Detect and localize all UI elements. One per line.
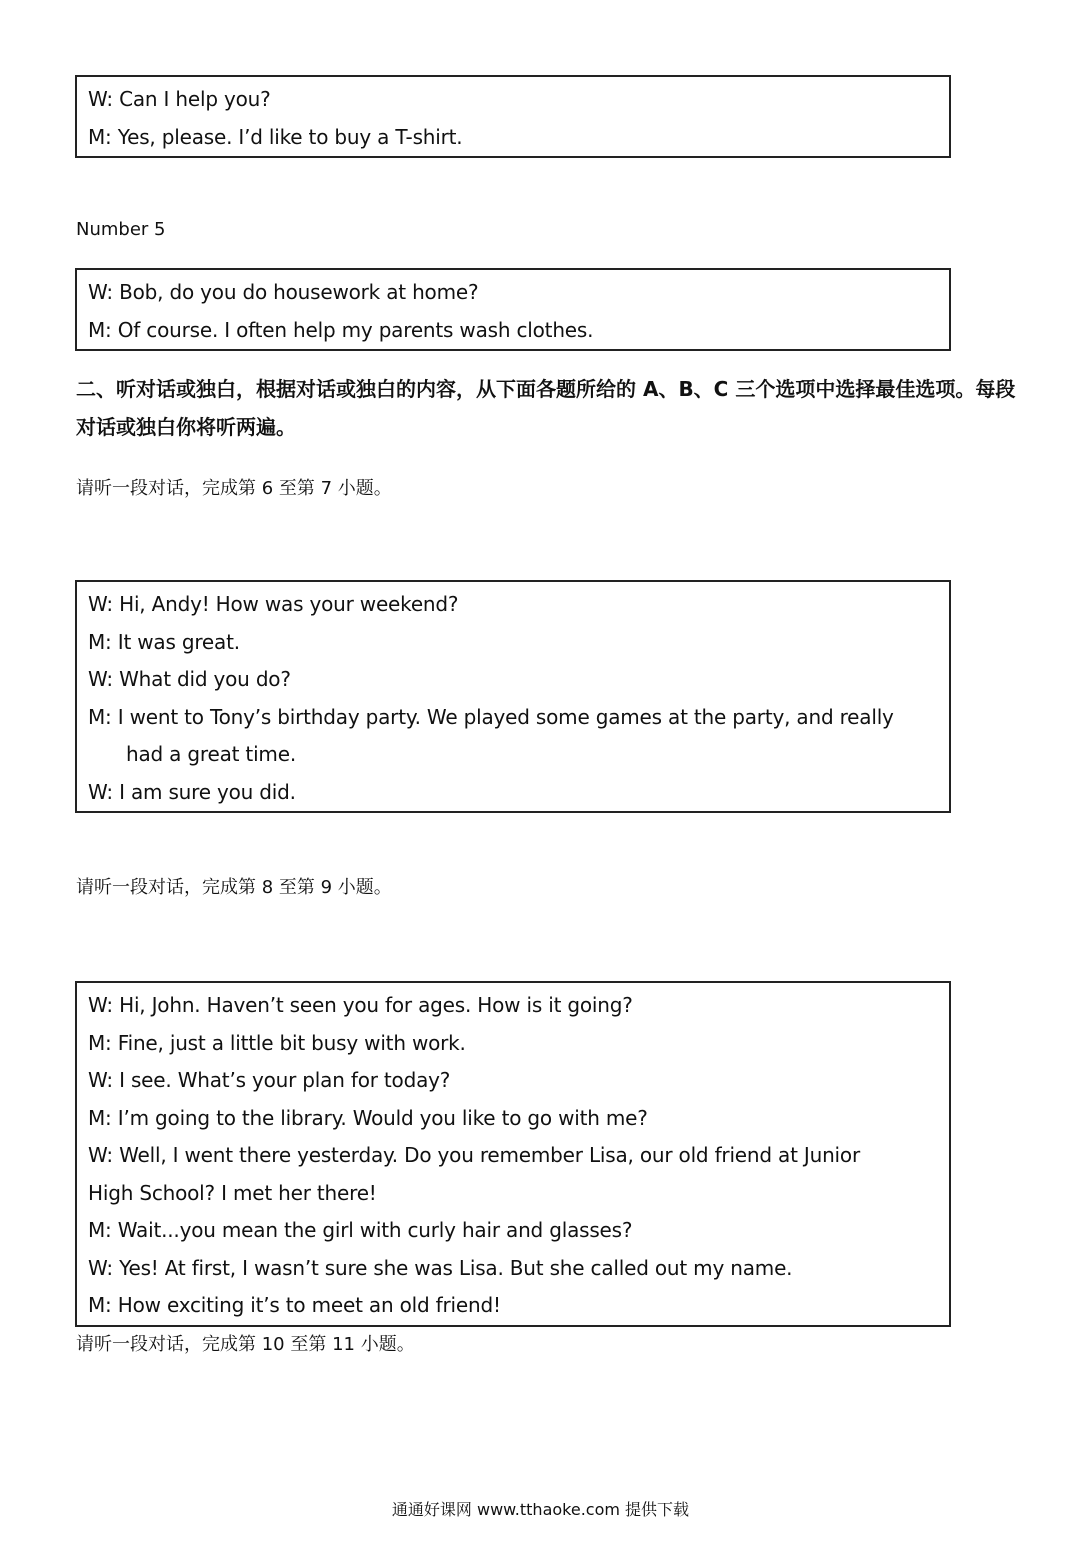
dialogue-line: M: It was great.	[88, 629, 240, 654]
number-label: Number 5	[76, 219, 166, 240]
instruction-8-9: 请听一段对话，完成第 8 至第 9 小题。	[76, 877, 392, 898]
dialogue-line: W: Yes! At first, I wasn’t sure she was Lisa. But she called out my name.	[88, 1255, 793, 1280]
dialogue-line: High School? I met her there!	[88, 1180, 377, 1205]
dialogue-line: W: Hi, Andy! How was your weekend?	[88, 592, 459, 616]
dialogue-box-4	[75, 981, 951, 1327]
dialogue-line: M: Fine, just a little bit busy with work.	[88, 1030, 466, 1055]
dialogue-box-1	[75, 75, 951, 158]
section-heading: 二、听对话或独白，根据对话或独白的内容，从下面各题所给的 A、B、C 三个选项中选择最佳选项。每段对话或独白你将听两遍。	[76, 377, 1016, 439]
footer-credit: 通通好课网 www.tthaoke.com 提供下载	[391, 1500, 690, 1519]
dialogue-line: W: What did you do?	[88, 667, 291, 691]
dialogue-line: W: Bob, do you do housework at home?	[88, 280, 479, 304]
instruction-6-7: 请听一段对话，完成第 6 至第 7 小题。	[76, 478, 392, 499]
dialogue-line: W: I am sure you did.	[88, 779, 296, 804]
dialogue-line: W: Hi, John. Haven’t seen you for ages. How is it going?	[88, 993, 633, 1017]
dialogue-line: W: Can I help you?	[88, 87, 271, 111]
dialogue-line: M: How exciting it’s to meet an old friend!	[88, 1293, 501, 1317]
dialogue-line: M: I went to Tony’s birthday party. We played some games at the party, and really	[88, 704, 894, 729]
dialogue-line: W: Well, I went there yesterday. Do you remember Lisa, our old friend at Junior	[88, 1143, 860, 1167]
dialogue-line: M: Yes, please. I’d like to buy a T-shirt.	[88, 124, 463, 149]
dialogue-line: had a great time.	[126, 742, 296, 766]
dialogue-line: M: Wait...you mean the girl with curly hair and glasses?	[88, 1218, 633, 1242]
dialogue-line: M: Of course. I often help my parents wash clothes.	[88, 317, 594, 342]
dialogue-box-3	[75, 580, 951, 813]
dialogue-box-2	[75, 268, 951, 351]
instruction-10-11: 请听一段对话，完成第 10 至第 11 小题。	[76, 1334, 415, 1355]
dialogue-line: W: I see. What’s your plan for today?	[88, 1068, 451, 1092]
dialogue-line: M: I’m going to the library. Would you like to go with me?	[88, 1105, 648, 1130]
